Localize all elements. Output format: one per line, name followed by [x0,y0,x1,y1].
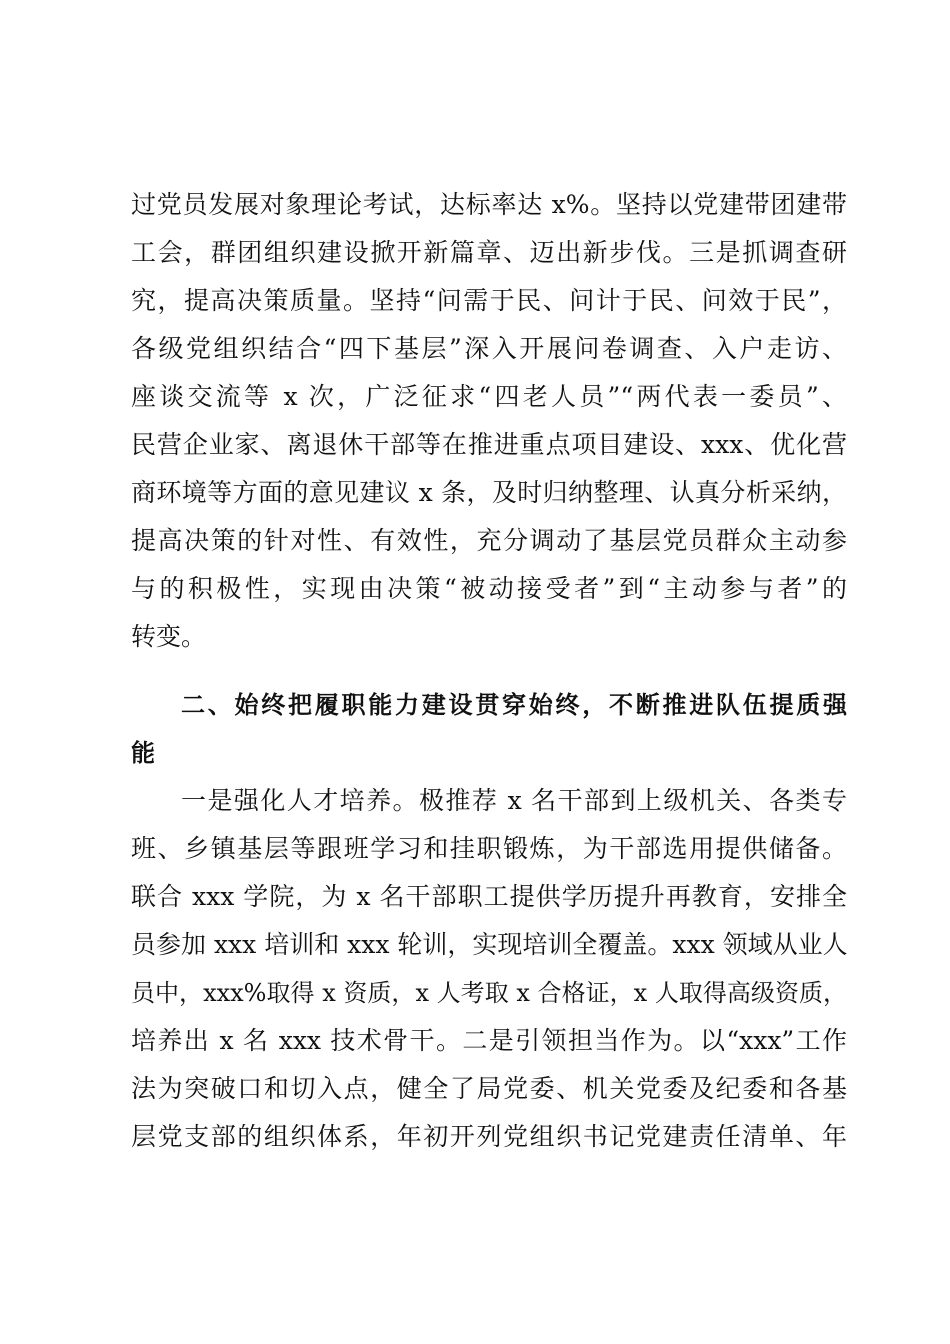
body-text-line: 班、乡镇基层等跟班学习和挂职锻炼，为干部选用提供储备。 [131,834,847,863]
body-text-line: 联合 xxx 学院，为 x 名干部职工提供学历提升再教育，安排全 [131,882,847,911]
body-text-line: 过党员发展对象理论考试，达标率达 x%。坚持以党建带团建带 [131,190,847,219]
body-text-line: 法为突破口和切入点，健全了局党委、机关党委及纪委和各基 [131,1074,847,1103]
body-text-line: 转变。 [131,622,207,651]
body-text-line: 层党支部的组织体系，年初开列党组织书记党建责任清单、年 [131,1122,847,1151]
body-text-line: 一是强化人才培养。极推荐 x 名干部到上级机关、各类专 [181,786,847,815]
section-heading-line: 能 [131,739,155,767]
body-text-line: 座谈交流等 x 次，广泛征求“四老人员”“两代表一委员”、 [131,382,847,411]
body-text-line: 员中，xxx%取得 x 资质，x 人考取 x 合格证，x 人取得高级资质， [131,979,847,1007]
body-text-line: 各级党组织结合“四下基层”深入开展问卷调查、入户走访、 [131,334,847,363]
body-text-line: 员参加 xxx 培训和 xxx 轮训，实现培训全覆盖。xxx 领域从业人 [131,930,848,959]
body-text-line: 提高决策的针对性、有效性，充分调动了基层党员群众主动参 [131,526,847,555]
body-text-line: 究，提高决策质量。坚持“问需于民、问计于民、问效于民”， [131,286,847,315]
body-text-line: 培养出 x 名 xxx 技术骨干。二是引领担当作为。以“xxx”工作 [131,1026,847,1055]
body-text-line: 民营企业家、离退休干部等在推进重点项目建设、xxx、优化营 [131,430,847,459]
body-text-line: 商环境等方面的意见建议 x 条，及时归纳整理、认真分析采纳， [131,478,847,507]
body-text-line: 与的积极性，实现由决策“被动接受者”到“主动参与者”的 [131,574,847,603]
body-text-line: 工会，群团组织建设掀开新篇章、迈出新步伐。三是抓调查研 [131,238,847,267]
section-heading-line: 二、始终把履职能力建设贯穿始终，不断推进队伍提质强 [181,691,847,719]
